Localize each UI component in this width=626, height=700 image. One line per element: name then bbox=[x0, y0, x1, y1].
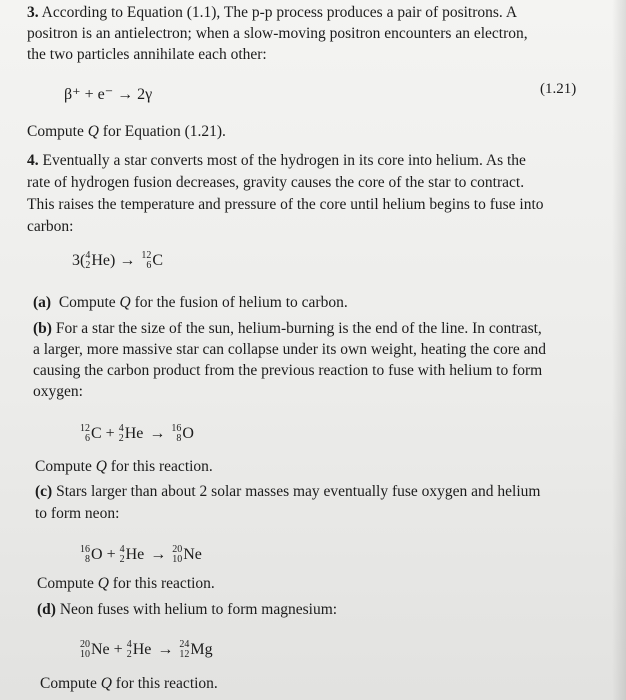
q3-compute-suffix: for Equation (1.21). bbox=[98, 123, 226, 140]
part-a-q: Q bbox=[119, 294, 131, 311]
part-d-compute bbox=[40, 673, 218, 695]
b-r1-atomic: 6 bbox=[85, 433, 90, 444]
q3-line-1 bbox=[27, 2, 517, 24]
part-b-equation bbox=[80, 418, 194, 444]
he-mass-number: 4 bbox=[85, 250, 91, 261]
part-a bbox=[33, 292, 348, 314]
part-c-compute bbox=[37, 573, 215, 595]
b-r2-symbol: He bbox=[124, 425, 144, 442]
b-p-mass: 16 bbox=[171, 423, 182, 434]
q4-eq-coef: 3( bbox=[72, 252, 86, 269]
part-b-line-1 bbox=[33, 318, 542, 340]
d-r2-mass: 4 bbox=[126, 639, 132, 650]
part-b-text-1: For a star the size of the sun, helium-burning is the end of the line. In contrast, bbox=[55, 320, 542, 337]
page-edge-shadow bbox=[612, 0, 626, 700]
part-c-text-1: Stars larger than about 2 solar masses may eventually fuse oxygen and helium bbox=[56, 483, 541, 500]
q3-number: 3. bbox=[27, 4, 39, 21]
b-r1-symbol: C bbox=[91, 425, 102, 442]
part-a-suffix: for the fusion of helium to carbon. bbox=[130, 294, 348, 311]
c-atomic-number: 6 bbox=[146, 260, 152, 271]
c-symbol: C bbox=[152, 252, 163, 269]
q3-equation-number: (1.21) bbox=[540, 81, 577, 97]
c-plus: + bbox=[106, 546, 116, 563]
part-c-compute-suffix: for this reaction. bbox=[108, 575, 215, 592]
d-r2-symbol: He bbox=[132, 641, 152, 658]
q4-equation bbox=[72, 251, 163, 271]
q3-text-1: According to Equation (1.1), The p-p process produces a pair of positrons. A bbox=[41, 4, 518, 21]
b-arrow: → bbox=[149, 425, 166, 442]
b-p-atomic: 8 bbox=[176, 433, 182, 444]
he-atomic-number: 2 bbox=[85, 260, 91, 271]
c-r2-symbol: He bbox=[125, 546, 145, 563]
d-r1-atomic: 10 bbox=[80, 649, 90, 660]
c-r1-atomic: 8 bbox=[85, 554, 90, 565]
c-r2-mass: 4 bbox=[119, 544, 125, 555]
b-plus: + bbox=[105, 425, 115, 442]
d-r1-mass: 20 bbox=[80, 639, 90, 650]
q4-line-1 bbox=[27, 150, 526, 172]
c-r1-symbol: O bbox=[91, 546, 103, 563]
b-r2-mass: 4 bbox=[118, 423, 124, 434]
c-p-symbol: Ne bbox=[183, 546, 202, 563]
q3-line-3: the two particles annihilate each other: bbox=[27, 46, 267, 63]
part-d-compute-q: Q bbox=[100, 675, 112, 692]
he-symbol: He bbox=[91, 252, 110, 269]
part-d-line-1 bbox=[37, 599, 337, 621]
part-a-label: (a) bbox=[33, 294, 52, 311]
part-c-label: (c) bbox=[35, 483, 53, 500]
q3-compute-q: Q bbox=[87, 123, 99, 140]
part-b-compute bbox=[35, 456, 213, 478]
part-c-line-1 bbox=[35, 481, 540, 503]
part-c-equation bbox=[80, 539, 202, 565]
part-c-compute-q: Q bbox=[97, 575, 109, 592]
part-c-line-2: to form neon: bbox=[35, 505, 120, 522]
q4-eq-close-arrow: ) → bbox=[109, 252, 136, 269]
q3-line-2: positron is an antielectron; when a slow-moving positron encounters an electron, bbox=[27, 25, 528, 42]
part-d-equation bbox=[80, 634, 213, 660]
part-d-compute-prefix: Compute bbox=[40, 675, 101, 692]
b-r1-mass: 12 bbox=[80, 423, 90, 434]
part-b-compute-suffix: for this reaction. bbox=[106, 458, 213, 475]
d-r1-symbol: Ne bbox=[91, 641, 110, 658]
part-b-compute-prefix: Compute bbox=[35, 458, 96, 475]
part-b-line-2: a larger, more massive star can collapse under its own weight, heating the core and bbox=[33, 341, 546, 358]
c-mass-number: 12 bbox=[141, 250, 152, 261]
q3-equation: β⁺ + e⁻ → 2γ bbox=[64, 86, 153, 103]
b-r2-atomic: 2 bbox=[118, 433, 124, 444]
part-c-compute-prefix: Compute bbox=[37, 575, 98, 592]
part-b-label: (b) bbox=[33, 320, 52, 337]
part-d-compute-suffix: for this reaction. bbox=[111, 675, 218, 692]
c-p-atomic: 10 bbox=[172, 554, 183, 565]
q3-compute bbox=[27, 121, 226, 143]
c-r2-atomic: 2 bbox=[119, 554, 125, 565]
part-b-compute-q: Q bbox=[95, 458, 107, 475]
c-p-mass: 20 bbox=[172, 544, 183, 555]
q4-text-1: Eventually a star converts most of the hydrogen in its core into helium. As the bbox=[42, 152, 526, 169]
c-arrow: → bbox=[150, 546, 167, 563]
part-b-line-3: causing the carbon product from the previous reaction to fuse with helium to form bbox=[33, 362, 543, 379]
part-a-prefix: Compute bbox=[58, 294, 120, 311]
d-p-symbol: Mg bbox=[190, 641, 213, 658]
part-b-line-4: oxygen: bbox=[33, 383, 83, 400]
d-r2-atomic: 2 bbox=[126, 649, 132, 660]
part-d-text-1: Neon fuses with helium to form magnesium: bbox=[59, 601, 338, 618]
q4-number: 4. bbox=[27, 152, 39, 169]
d-p-atomic: 12 bbox=[179, 649, 190, 660]
d-plus: + bbox=[113, 641, 123, 658]
c-r1-mass: 16 bbox=[80, 544, 90, 555]
b-p-symbol: O bbox=[182, 425, 194, 442]
q3-compute-prefix: Compute bbox=[27, 123, 88, 140]
d-p-mass: 24 bbox=[179, 639, 190, 650]
q4-line-2: rate of hydrogen fusion decreases, gravity causes the core of the star to contract. bbox=[27, 174, 525, 191]
q4-line-4: carbon: bbox=[27, 218, 74, 235]
part-d-label: (d) bbox=[37, 601, 56, 618]
d-arrow: → bbox=[157, 641, 174, 658]
q4-line-3: This raises the temperature and pressure of the core until helium begins to fuse into bbox=[27, 196, 544, 213]
